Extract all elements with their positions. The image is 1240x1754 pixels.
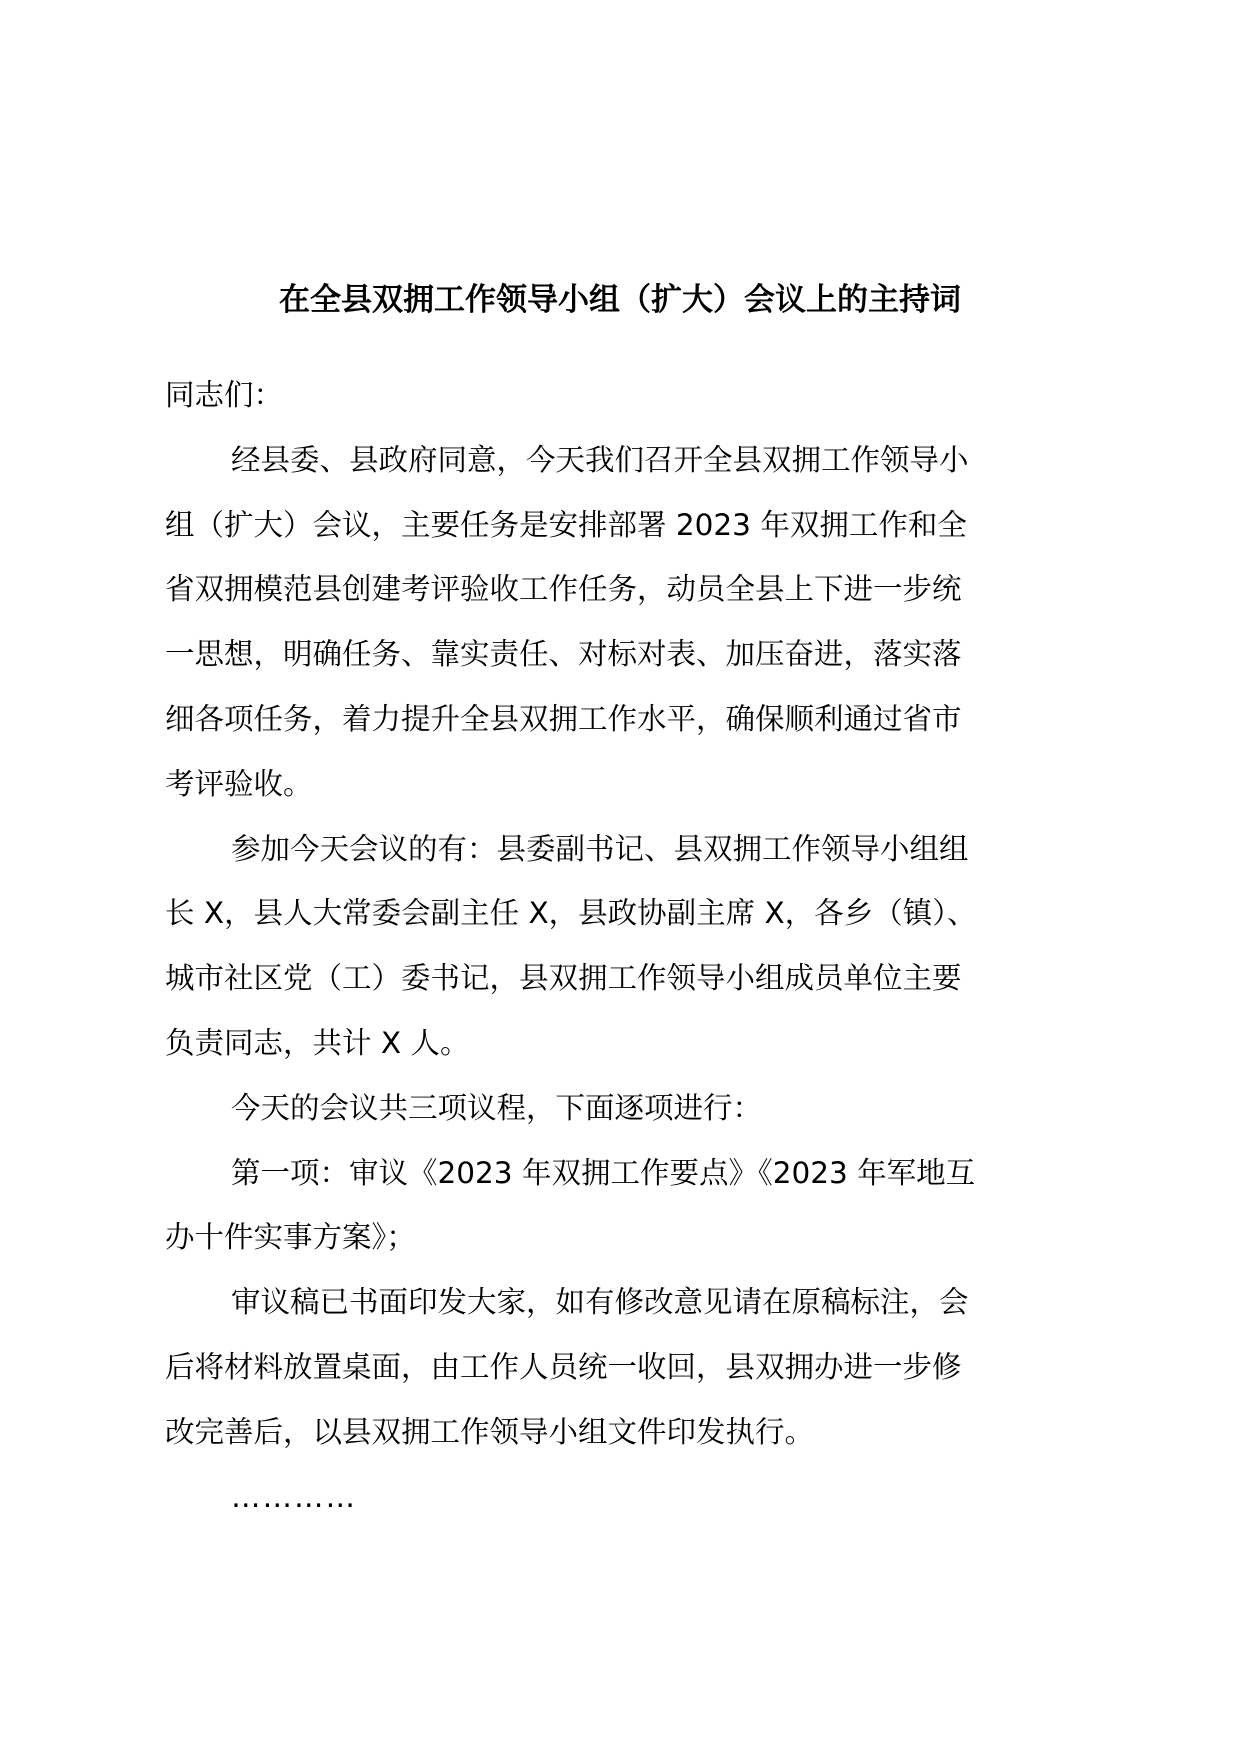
paragraph-line: 参加今天会议的有：县委副书记、县双拥工作领导小组组 bbox=[231, 831, 969, 866]
paragraph-line: 第一项：审议《2023 年双拥工作要点》《2023 年军地互 bbox=[231, 1155, 976, 1190]
paragraph-agenda-intro bbox=[165, 1076, 1105, 1141]
paragraph-line: 组（扩大）会议，主要任务是安排部署 2023 年双拥工作和全 bbox=[165, 507, 967, 542]
paragraph-agenda-item-1 bbox=[165, 1141, 1105, 1271]
paragraph-attendees bbox=[165, 817, 1105, 1076]
paragraph-line: 城市社区党（工）委书记，县双拥工作领导小组成员单位主要 bbox=[165, 961, 962, 996]
paragraph-line: 一思想，明确任务、靠实责任、对标对表、加压奋进，落实落 bbox=[165, 637, 962, 672]
paragraph-line: 后将材料放置桌面，由工作人员统一收回，县双拥办进一步修 bbox=[165, 1349, 962, 1384]
paragraph-line: 改完善后，以县双拥工作领导小组文件印发执行。 bbox=[165, 1414, 815, 1449]
document-title: 在全县双拥工作领导小组（扩大）会议上的主持词 bbox=[279, 282, 961, 318]
paragraph-line: 长 X，县人大常委会副主任 X，县政协副主席 X，各乡（镇）、 bbox=[165, 896, 977, 931]
paragraph-line: 经县委、县政府同意，今天我们召开全县双拥工作领导小 bbox=[231, 442, 969, 477]
paragraph-meeting-purpose bbox=[165, 428, 1105, 817]
paragraph-line: 细各项任务，着力提升全县双拥工作水平，确保顺利通过省市 bbox=[165, 701, 962, 736]
paragraph-line: 负责同志，共计 X 人。 bbox=[165, 1025, 470, 1060]
paragraph-line: 省双拥模范县创建考评验收工作任务，动员全县上下进一步统 bbox=[165, 572, 962, 607]
paragraph-line: 办十件实事方案》； bbox=[165, 1220, 416, 1255]
salutation: 同志们： bbox=[165, 378, 284, 412]
paragraph-line: 审议稿已书面印发大家，如有修改意见请在原稿标注，会 bbox=[231, 1285, 969, 1320]
paragraph-review-instructions bbox=[165, 1270, 1105, 1464]
ellipsis: ………… bbox=[231, 1479, 357, 1514]
paragraph-line: 今天的会议共三项议程，下面逐项进行： bbox=[231, 1090, 763, 1125]
document-body bbox=[165, 363, 1105, 1529]
paragraph-line: 考评验收。 bbox=[165, 766, 313, 801]
